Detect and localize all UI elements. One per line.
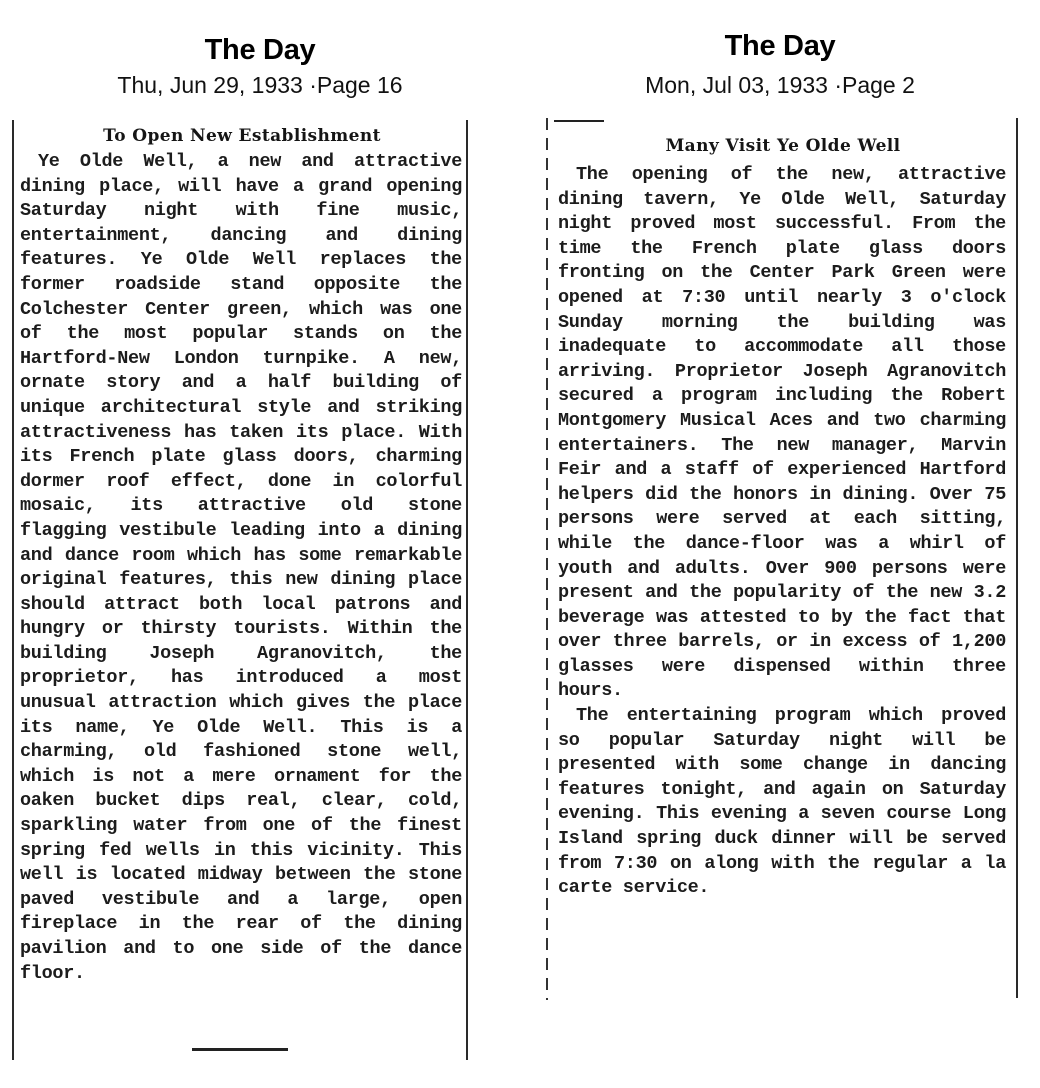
article-body bbox=[20, 150, 462, 986]
article-headline: Many Visit Ye Olde Well bbox=[665, 136, 901, 156]
newspaper-clipping bbox=[14, 120, 470, 1060]
article-body bbox=[558, 163, 1006, 901]
article-paragraph: The entertaining program which proved so popular Saturday night will be presented with some change in dancing features tonight, and again on Saturday evening. This evening a seven course Long Island spring duck dinner will be served from 7:30 on along with the regular a la carte service. bbox=[558, 705, 1006, 899]
article-paragraph: Ye Olde Well, a new and attractive dining place, will have a grand opening Saturday night with fine music, entertainment, dancing and dining features. Ye Olde Well replaces the former roadside stand opposite the Colchester Center green, which was one of the most popular stands on the Hartford-New London turnpike. A new, ornate story and a half building of unique architectural style and striking attractiveness has taken its place. With its French plate glass doors, charming dormer roof effect, done in colorful mosaic, its attractive old stone flagging vestibule leading into a dining and dance room which has some remarkable original features, this new dining place should attract both local patrons and hungry or thirsty tourists. Within the building Joseph Agranovitch, the proprietor, has introduced a most unusual attraction which gives the place its name, Ye Olde Well. This is a charming, old fashioned stone well, which is not a mere ornament for the oaken bucket dips real, clear, cold, sparkling water from one of the finest spring fed wells in this vicinity. This well is located midway between the stone paved vestibule and a large, open fireplace in the rear of the dining pavilion and to one side of the dance floor. bbox=[20, 151, 462, 984]
article-paragraph: The opening of the new, attractive dining tavern, Ye Olde Well, Saturday night proved most successful. From the time the French plate glass doors fronting on the Center Park Green were opened at 7:30 until nearly 3 o'clock Sunday morning the building was inadequate to accommodate all those arriving. Proprietor Joseph Agranovitch secured a program including the Robert Montgomery Musical Aces and two charming entertainers. The new manager, Marvin Feir and a staff of experienced Hartford helpers did the honors in dining. Over 75 persons were served at each sitting, while the dance-floor was a whirl of youth and adults. Over 900 persons were present and the popularity of the new 3.2 beverage was attested to by the fact that over three barrels, or in excess of 1,200 glasses were dispensed within three hours. bbox=[558, 164, 1006, 702]
column-rule-left bbox=[12, 120, 14, 1060]
paper-name: The Day bbox=[724, 30, 836, 62]
column-rule-right bbox=[466, 120, 468, 1060]
top-rule-fragment bbox=[554, 120, 604, 122]
date-page-label: Thu, Jun 29, 1933 ·Page 16 bbox=[117, 72, 403, 98]
article-headline: To Open New Establishment bbox=[103, 126, 381, 146]
date-page-label: Mon, Jul 03, 1933 ·Page 2 bbox=[645, 72, 915, 98]
column-rule-left bbox=[546, 118, 548, 1000]
newspaper-clipping bbox=[546, 118, 1020, 1000]
paper-name: The Day bbox=[204, 34, 316, 66]
end-rule bbox=[192, 1048, 288, 1051]
column-rule-right bbox=[1016, 118, 1018, 998]
